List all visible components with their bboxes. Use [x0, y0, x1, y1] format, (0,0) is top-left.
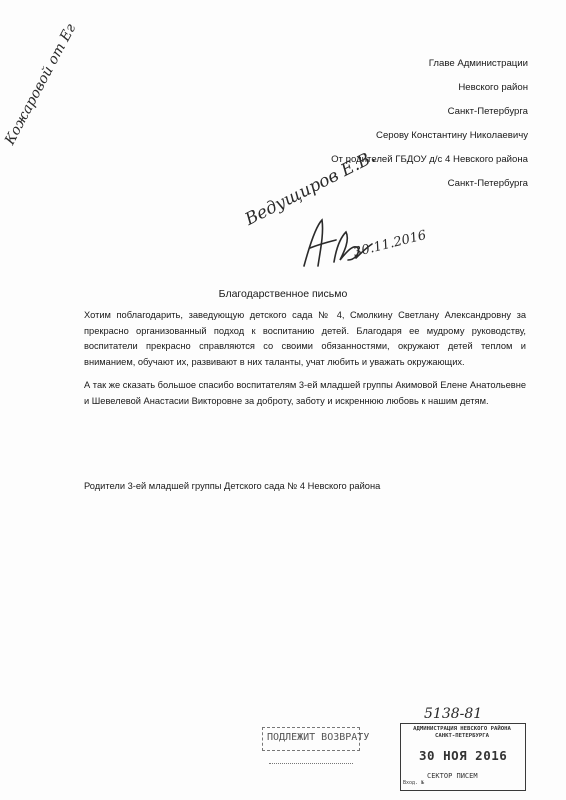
- sender-signature-line: Родители 3-ей младшей группы Детского сада № 4 Невского района: [84, 481, 381, 491]
- registration-number: 5138-81: [424, 706, 483, 722]
- administration-stamp-date: 30 НОЯ 2016: [419, 748, 508, 763]
- letter-title: Благодарственное письмо: [218, 288, 348, 300]
- return-stamp: [262, 727, 370, 751]
- addressee-line-6: Санкт-Петербурга: [447, 178, 528, 189]
- administration-stamp-header: АДМИНИСТРАЦИЯ НЕВСКОГО РАЙОНА САНКТ-ПЕТЕРБУРГА: [413, 726, 511, 739]
- addressee-line-2: Невского район: [458, 82, 528, 93]
- handwritten-resolution: Ведущиров Е.В.: [242, 146, 379, 230]
- return-stamp-underline: [269, 763, 353, 764]
- addressee-line-4: Серову Константину Николаевичу: [376, 130, 528, 141]
- administration-stamp: [400, 723, 526, 791]
- administration-stamp-entry-label: Вход. №: [403, 780, 425, 786]
- addressee-line-3: Санкт-Петербурга: [447, 106, 528, 117]
- body-paragraph-2: А так же сказать большое спасибо воспитателям 3-ей младшей группы Акимовой Елене Анатольевне и Шевелевой Анастасии Викторовне за доброту, заботу и искреннюю любовь к нашим детям.: [84, 380, 526, 406]
- handwritten-date: 30.11.2016: [352, 227, 428, 261]
- administration-stamp-sector: СЕКТОР ПИСЕМ: [427, 772, 478, 780]
- addressee-line-5: От родителей ГБДОУ д/с 4 Невского района: [331, 154, 528, 165]
- margin-handwritten-note: Кожаровой от Ег: [2, 21, 80, 148]
- body-paragraph-1: Хотим поблагодарить, заведующую детского сада № 4, Смолкину Светлану Александровну за прекрасно организованный подход к воспитанию детей. Благодаря ее мудрому руководству, воспитатели прекрасно справляются со своими обязанностями, окружают детей теплом и вниманием, обучают их, развивают в них таланты, учат любить и уважать окружающих.: [84, 310, 526, 367]
- return-stamp-text: ПОДЛЕЖИТ ВОЗВРАТУ: [267, 732, 370, 743]
- addressee-line-1: Главе Администрации: [428, 58, 528, 69]
